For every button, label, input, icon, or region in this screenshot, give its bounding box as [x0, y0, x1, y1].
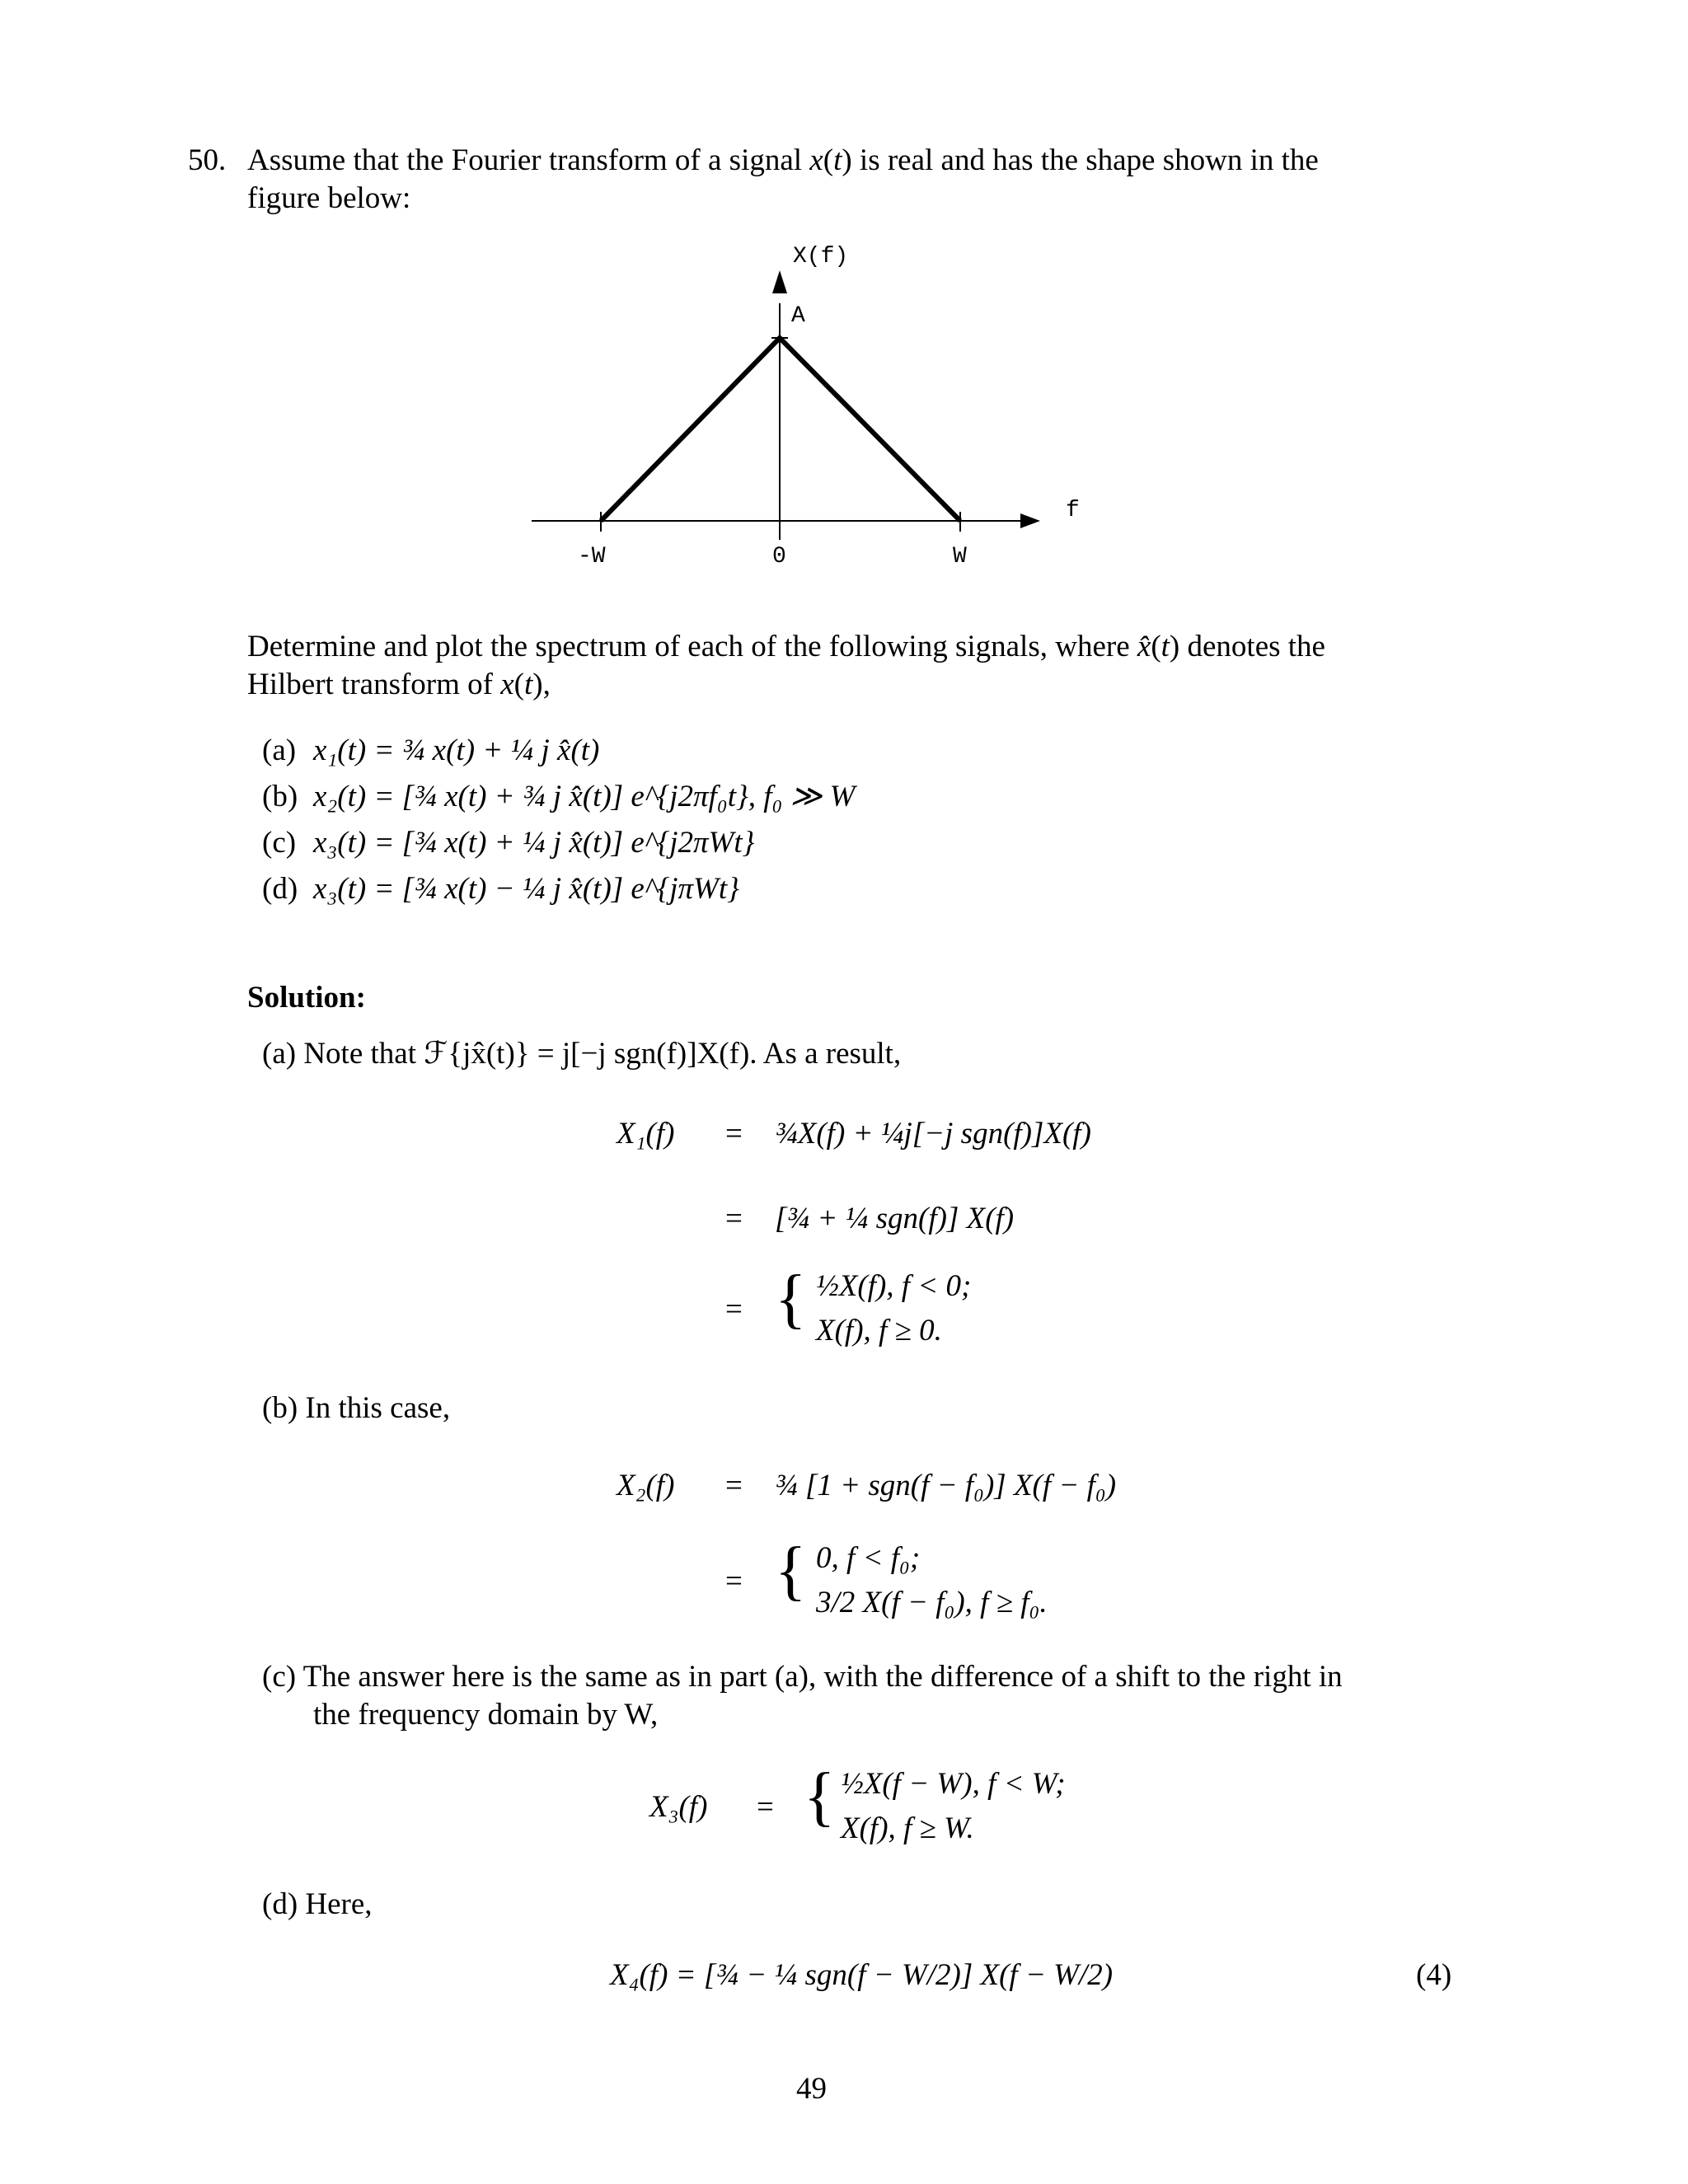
- solution-b-intro: (b) In this case,: [262, 1391, 451, 1425]
- problem-intro-line1: Assume that the Fourier transform of a signal x(t) is real and has the shape shown in the: [247, 143, 1319, 177]
- part-b-expr: x₂(t) = [¾ x(t) + ¾ j x̂(t)] e^{j2πf₀t}, f₀ ≫ W: [313, 780, 856, 813]
- part-d-expr: x₃(t) = [¾ x(t) − ¼ j x̂(t)] e^{jπWt}: [313, 872, 739, 906]
- eq-sign-b2: =: [725, 1564, 743, 1598]
- y-axis-arrow: [772, 270, 787, 293]
- figure-y-label: X(f): [793, 244, 849, 269]
- problem-intro-line2: figure below:: [247, 181, 411, 215]
- solution-b-lhs: X₂(f): [617, 1469, 675, 1502]
- brace-b: {: [775, 1535, 807, 1607]
- tick-neg-w: -W: [578, 544, 606, 569]
- brace-a: {: [775, 1263, 807, 1335]
- solution-a-case1: ½X(f), f < 0;: [816, 1269, 972, 1303]
- f-axis-arrow: [1020, 513, 1040, 528]
- eq-sign-a3: =: [725, 1292, 743, 1326]
- solution-a-rhs2: [¾ + ¼ sgn(f)] X(f): [775, 1202, 1015, 1235]
- page-number: 49: [796, 2072, 827, 2106]
- solution-a-rhs1: ¾X(f) + ¼j[−j sgn(f)]X(f): [775, 1117, 1091, 1151]
- figure-peak-label: A: [791, 303, 805, 329]
- part-b-label: (b): [262, 780, 298, 813]
- equation-number: (4): [1416, 1958, 1452, 1992]
- solution-c-intro-line2: the frequency domain by W,: [313, 1698, 659, 1732]
- solution-b-case2: 3/2 X(f − f₀), f ≥ f₀.: [816, 1586, 1048, 1619]
- eq-sign-b1: =: [725, 1469, 743, 1502]
- eq-sign-c1: =: [757, 1790, 774, 1824]
- tick-zero: 0: [772, 544, 786, 569]
- solution-heading: Solution:: [247, 981, 366, 1015]
- part-a-label: (a): [262, 733, 297, 767]
- solution-a-intro: (a) Note that ℱ{jx̂(t)} = j[−j sgn(f)]X(f). As a result,: [262, 1037, 902, 1071]
- eq-sign-a1: =: [725, 1117, 743, 1151]
- solution-b-case1: 0, f < f₀;: [816, 1541, 921, 1575]
- part-c-label: (c): [262, 826, 297, 860]
- solution-c-intro-line1: (c) The answer here is the same as in part (a), with the difference of a shift to the right in: [262, 1660, 1343, 1694]
- problem-number: 50.: [188, 143, 227, 177]
- solution-c-case1: ½X(f − W), f < W;: [841, 1767, 1066, 1801]
- solution-b-rhs1: ¾ [1 + sgn(f − f₀)] X(f − f₀): [775, 1469, 1117, 1502]
- part-d-label: (d): [262, 872, 298, 906]
- solution-d-intro: (d) Here,: [262, 1887, 373, 1921]
- eq-sign-a2: =: [725, 1202, 743, 1235]
- tick-w: W: [953, 544, 967, 569]
- solution-c-lhs: X₃(f): [649, 1790, 708, 1824]
- part-a-expr: x₁(t) = ¾ x(t) + ¼ j x̂(t): [313, 733, 600, 767]
- brace-c: {: [804, 1760, 836, 1833]
- solution-c-case2: X(f), f ≥ W.: [841, 1811, 974, 1845]
- instruction-line2: Hilbert transform of x(t),: [247, 668, 551, 701]
- figure-f-label: f: [1066, 498, 1080, 523]
- instruction-line1: Determine and plot the spectrum of each of the following signals, where x̂(t) denotes the: [247, 630, 1325, 663]
- part-c-expr: x₃(t) = [¾ x(t) + ¼ j x̂(t)] e^{j2πWt}: [313, 826, 755, 860]
- solution-a-lhs: X₁(f): [617, 1117, 675, 1151]
- solution-a-case2: X(f), f ≥ 0.: [816, 1314, 942, 1347]
- solution-d-eq: X₄(f) = [¾ − ¼ sgn(f − W/2)] X(f − W/2): [610, 1958, 1114, 1992]
